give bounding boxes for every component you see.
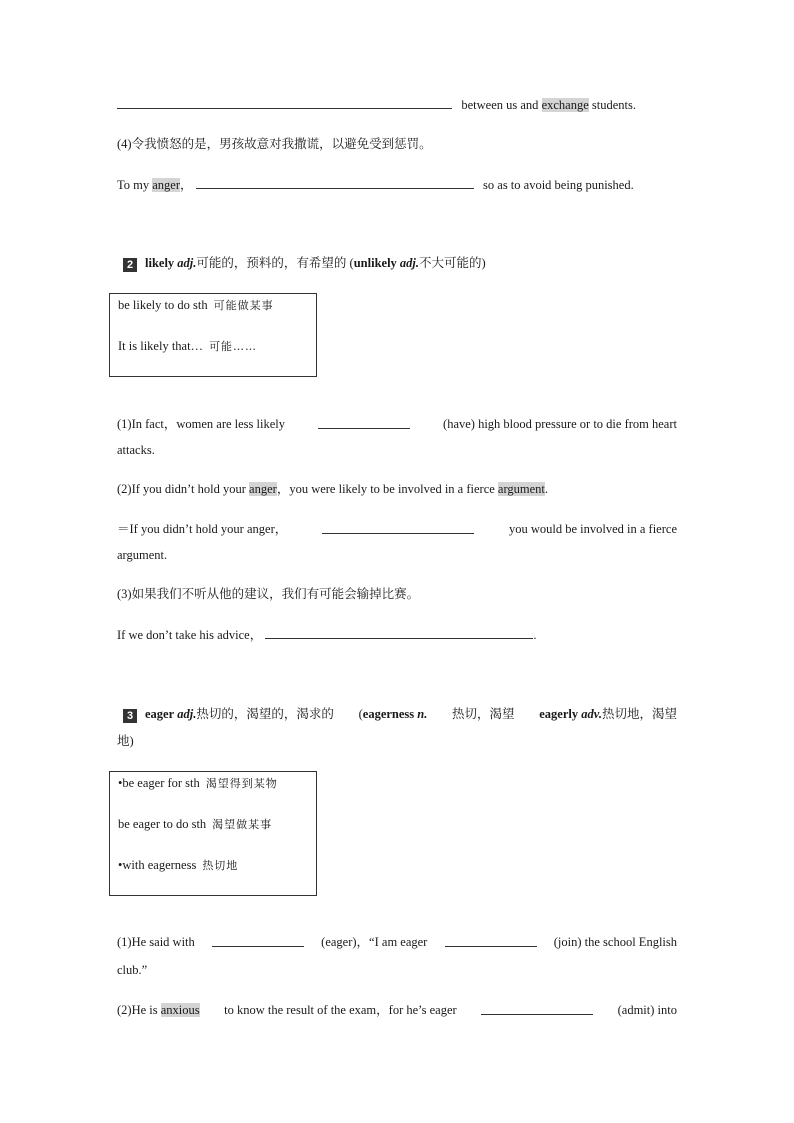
usage-item: be eager to do sth 渴望做某事 — [118, 817, 273, 831]
answer-blank[interactable] — [212, 934, 304, 947]
answer-blank[interactable] — [481, 1002, 593, 1015]
question-prompt: (3)如果我们不听从他的建议，我们有可能会输掉比赛。 — [117, 587, 420, 601]
highlighted-word: anxious — [160, 1003, 200, 1017]
section-number-badge: 3 — [123, 709, 137, 723]
answer-blank[interactable] — [196, 176, 474, 189]
usage-box — [109, 771, 317, 896]
section-number-badge: 2 — [123, 258, 137, 272]
highlighted-word: anger — [249, 482, 277, 496]
highlighted-word: anger — [152, 178, 181, 192]
question-prompt: (4)令我愤怒的是，男孩故意对我撒谎，以避免受到惩罚。 — [117, 137, 432, 151]
answer-blank[interactable] — [318, 416, 410, 429]
exercise-line: between us and exchange students. — [117, 96, 636, 113]
usage-item: It is likely that… 可能…… — [118, 339, 258, 353]
answer-blank[interactable] — [117, 96, 452, 109]
exercise-line: (2)If you didn’t hold your anger，you were likely to be involved in a fierce argument. — [117, 482, 549, 496]
highlighted-word: exchange — [541, 98, 589, 112]
answer-blank[interactable] — [322, 521, 474, 534]
vocab-word: likely — [145, 256, 175, 270]
exercise-line: (1)He said with (eager)，“I am eager (join) the school English — [117, 935, 677, 949]
usage-box — [109, 293, 317, 377]
answer-blank[interactable] — [445, 934, 537, 947]
usage-item: be likely to do sth 可能做某事 — [118, 298, 274, 312]
exercise-line: If we don’t take his advice， . — [117, 628, 537, 642]
section-heading: 2 likely adj.可能的，预料的，有希望的 (unlikely adj.不大可能的) — [123, 255, 486, 272]
usage-item: •with eagerness 热切地 — [118, 858, 239, 872]
exercise-line: To my anger， so as to avoid being punished. — [117, 178, 634, 192]
exercise-line: (2)He is anxious to know the result of the exam，for he’s eager (admit) into — [117, 1003, 677, 1017]
exercise-line: (1)In fact，women are less likely (have) high blood pressure or to die from heart — [117, 417, 677, 431]
highlighted-word: argument — [497, 482, 545, 496]
answer-blank[interactable] — [265, 626, 533, 639]
vocab-word: eager — [145, 707, 175, 721]
exercise-line: ＝If you didn’t hold your anger， you would be involved in a fierce — [117, 522, 677, 536]
section-heading: 3 eager adj.热切的，渴望的，渴求的 (eagerness n. 热切，渴望 eagerly adv.热切地，渴望 — [123, 706, 677, 723]
usage-item: •be eager for sth 渴望得到某物 — [118, 776, 278, 790]
